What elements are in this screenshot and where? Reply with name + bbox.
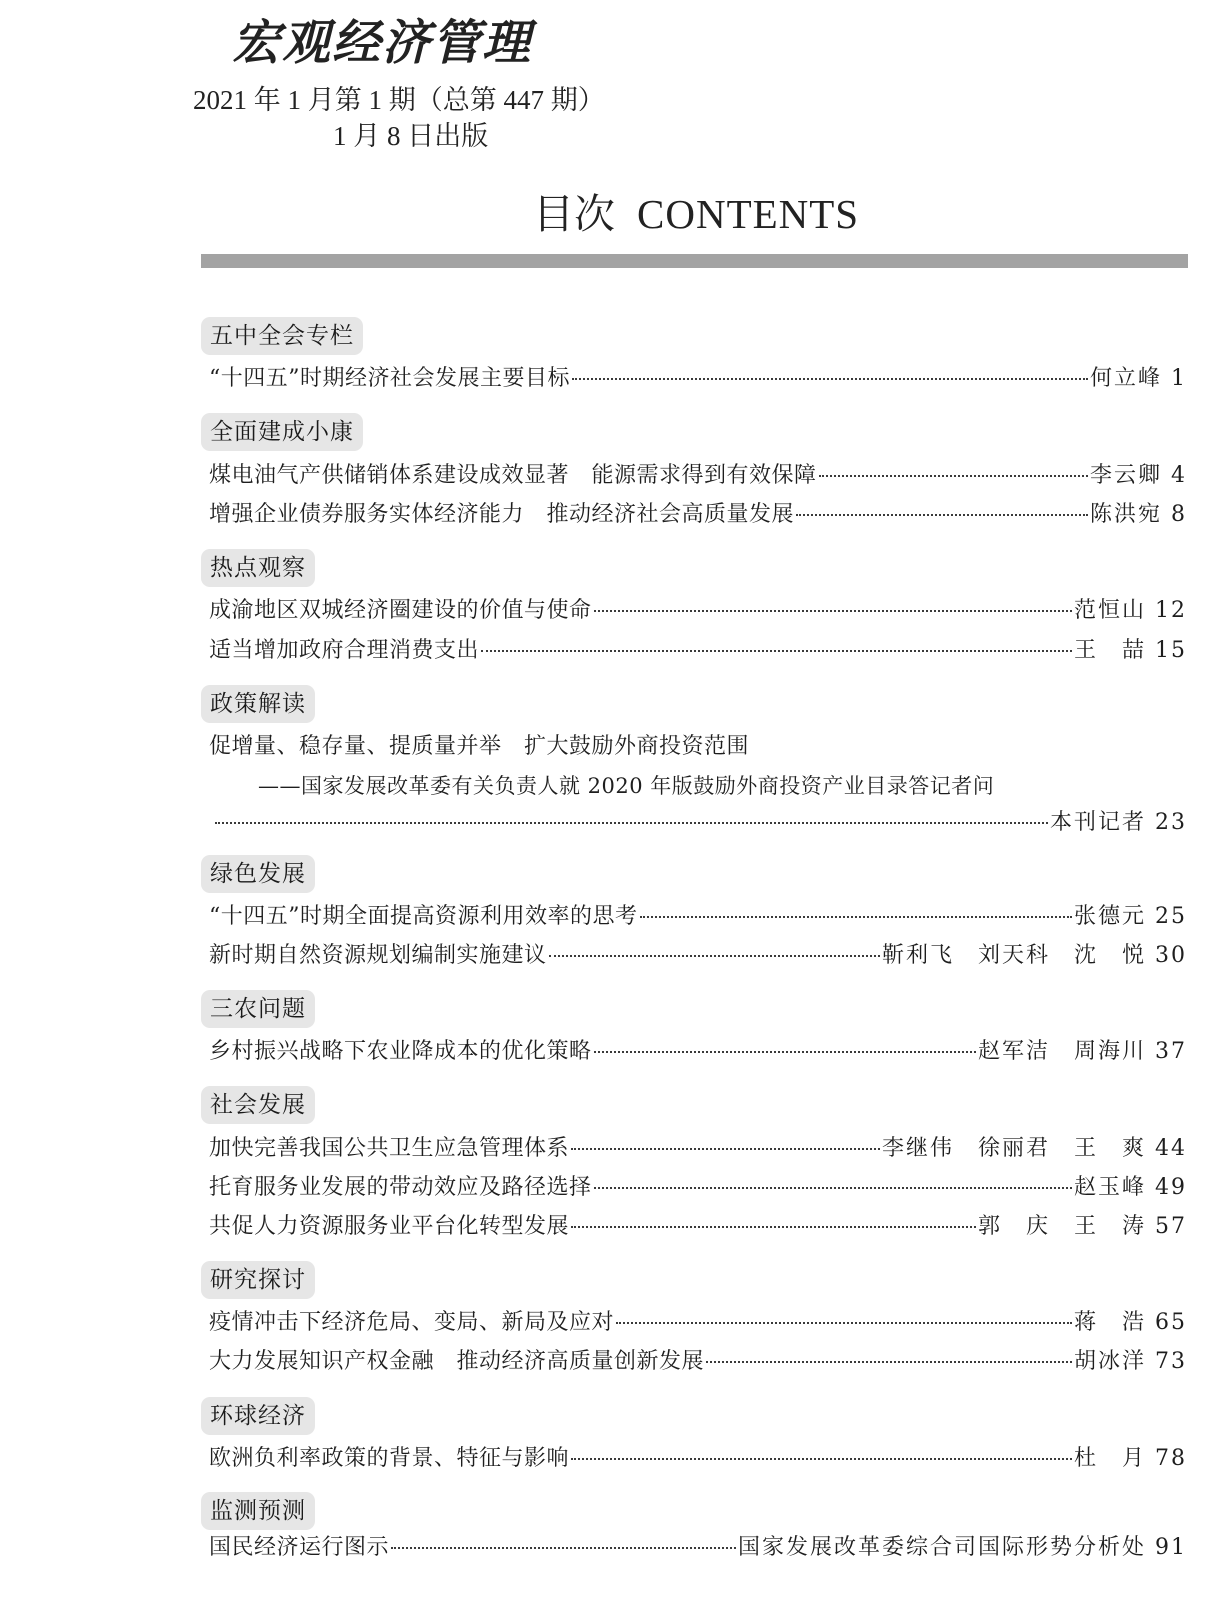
dot-leader	[215, 822, 1048, 824]
entry-title: 适当增加政府合理消费支出	[209, 638, 480, 663]
toc-entry[interactable]	[209, 1212, 1187, 1242]
toc-entry[interactable]	[209, 1134, 1187, 1164]
section-heading: 五中全会专栏	[201, 317, 363, 355]
dot-leader	[594, 610, 1072, 612]
title-rule	[201, 254, 1188, 268]
toc-entry[interactable]	[213, 808, 1187, 838]
entry-title: 托育服务业发展的带动效应及路径选择	[209, 1175, 592, 1200]
dot-leader	[571, 1226, 976, 1228]
publish-date: 1 月 8 日出版	[333, 121, 489, 151]
dot-leader	[616, 1322, 1072, 1324]
dot-leader	[640, 916, 1073, 918]
section-heading: 政策解读	[201, 685, 315, 723]
entry-author-page: 靳利飞 刘天科 沈 悦 30	[882, 943, 1187, 968]
dot-leader	[594, 1187, 1072, 1189]
entry-author-page: 范恒山 12	[1074, 598, 1187, 623]
contents-title-cn: 目次	[533, 191, 615, 237]
entry-title: 乡村振兴战略下农业降成本的优化策略	[209, 1039, 592, 1064]
entry-author-page: 本刊记者 23	[1050, 810, 1187, 835]
section-heading: 研究探讨	[201, 1261, 315, 1299]
entry-author-page: 郭 庆 王 涛 57	[978, 1214, 1187, 1239]
entry-title: “十四五”时期经济社会发展主要目标	[209, 366, 570, 391]
entry-author-page: 张德元 25	[1074, 904, 1187, 929]
entry-title: 共促人力资源服务业平台化转型发展	[209, 1214, 570, 1239]
contents-title-en: CONTENTS	[637, 191, 860, 237]
dot-leader	[572, 378, 1088, 380]
section-heading: 环球经济	[201, 1397, 315, 1435]
entry-title: 成渝地区双城经济圈建设的价值与使命	[209, 598, 592, 623]
entry-author-page: 杜 月 78	[1074, 1446, 1187, 1471]
section-heading: 监测预测	[201, 1492, 315, 1530]
masthead-logo: 宏观经济管理	[232, 15, 533, 71]
entry-author-page: 胡冰洋 73	[1074, 1349, 1187, 1374]
section-heading: 社会发展	[201, 1086, 315, 1124]
entry-author-page: 赵玉峰 49	[1074, 1175, 1187, 1200]
dot-leader	[481, 650, 1072, 652]
section-heading: 全面建成小康	[201, 413, 363, 451]
entry-title: 新时期自然资源规划编制实施建议	[209, 943, 547, 968]
entry-author-page: 李云卿 4	[1090, 463, 1187, 488]
entry-author-page: 国家发展改革委综合司国际形势分析处 91	[738, 1535, 1187, 1560]
toc-entry[interactable]	[209, 364, 1187, 394]
dot-leader	[706, 1361, 1072, 1363]
section-heading: 三农问题	[201, 990, 315, 1028]
section-heading: 热点观察	[201, 549, 315, 587]
toc-entry[interactable]	[209, 941, 1187, 971]
toc-entry[interactable]	[209, 500, 1187, 530]
entry-title: 欧洲负利率政策的背景、特征与影响	[209, 1446, 570, 1471]
contents-title	[533, 181, 859, 240]
issue-info: 2021 年 1 月第 1 期（总第 447 期）	[193, 85, 605, 115]
dot-leader	[549, 955, 880, 957]
entry-author-page: 陈洪宛 8	[1090, 502, 1187, 527]
toc-entry[interactable]	[209, 1444, 1187, 1474]
toc-entry[interactable]	[209, 1173, 1187, 1203]
entry-author-page: 王 喆 15	[1074, 638, 1187, 663]
dot-leader	[571, 1458, 1072, 1460]
entry-title[interactable]: 促增量、稳存量、提质量并举 扩大鼓励外商投资范围	[209, 734, 750, 759]
entry-title: 增强企业债券服务实体经济能力 推动经济社会高质量发展	[209, 502, 795, 527]
dot-leader	[594, 1051, 976, 1053]
toc-entry[interactable]	[209, 1308, 1187, 1338]
entry-title: 国民经济运行图示	[209, 1535, 390, 1560]
toc-entry[interactable]	[209, 461, 1187, 491]
dot-leader	[796, 514, 1088, 516]
toc-entry[interactable]	[209, 636, 1187, 666]
entry-subtitle: ——国家发展改革委有关负责人就 2020 年版鼓励外商投资产业目录答记者问	[258, 774, 995, 798]
toc-entry[interactable]	[209, 1037, 1187, 1067]
entry-title: “十四五”时期全面提高资源利用效率的思考	[209, 904, 638, 929]
entry-author-page: 李继伟 徐丽君 王 爽 44	[882, 1136, 1187, 1161]
entry-author-page: 蒋 浩 65	[1074, 1310, 1187, 1335]
dot-leader	[571, 1148, 880, 1150]
entry-title: 疫情冲击下经济危局、变局、新局及应对	[209, 1310, 615, 1335]
dot-leader	[391, 1547, 736, 1549]
entry-author-page: 何立峰 1	[1090, 366, 1187, 391]
section-heading: 绿色发展	[201, 855, 315, 893]
entry-title: 煤电油气产供储销体系建设成效显著 能源需求得到有效保障	[209, 463, 817, 488]
entry-title: 大力发展知识产权金融 推动经济高质量创新发展	[209, 1349, 705, 1374]
toc-entry[interactable]	[209, 1533, 1187, 1563]
toc-entry[interactable]	[209, 1347, 1187, 1377]
entry-title: 加快完善我国公共卫生应急管理体系	[209, 1136, 570, 1161]
entry-author-page: 赵军洁 周海川 37	[978, 1039, 1187, 1064]
toc-entry[interactable]	[209, 902, 1187, 932]
toc-entry[interactable]	[209, 596, 1187, 626]
dot-leader	[819, 475, 1088, 477]
